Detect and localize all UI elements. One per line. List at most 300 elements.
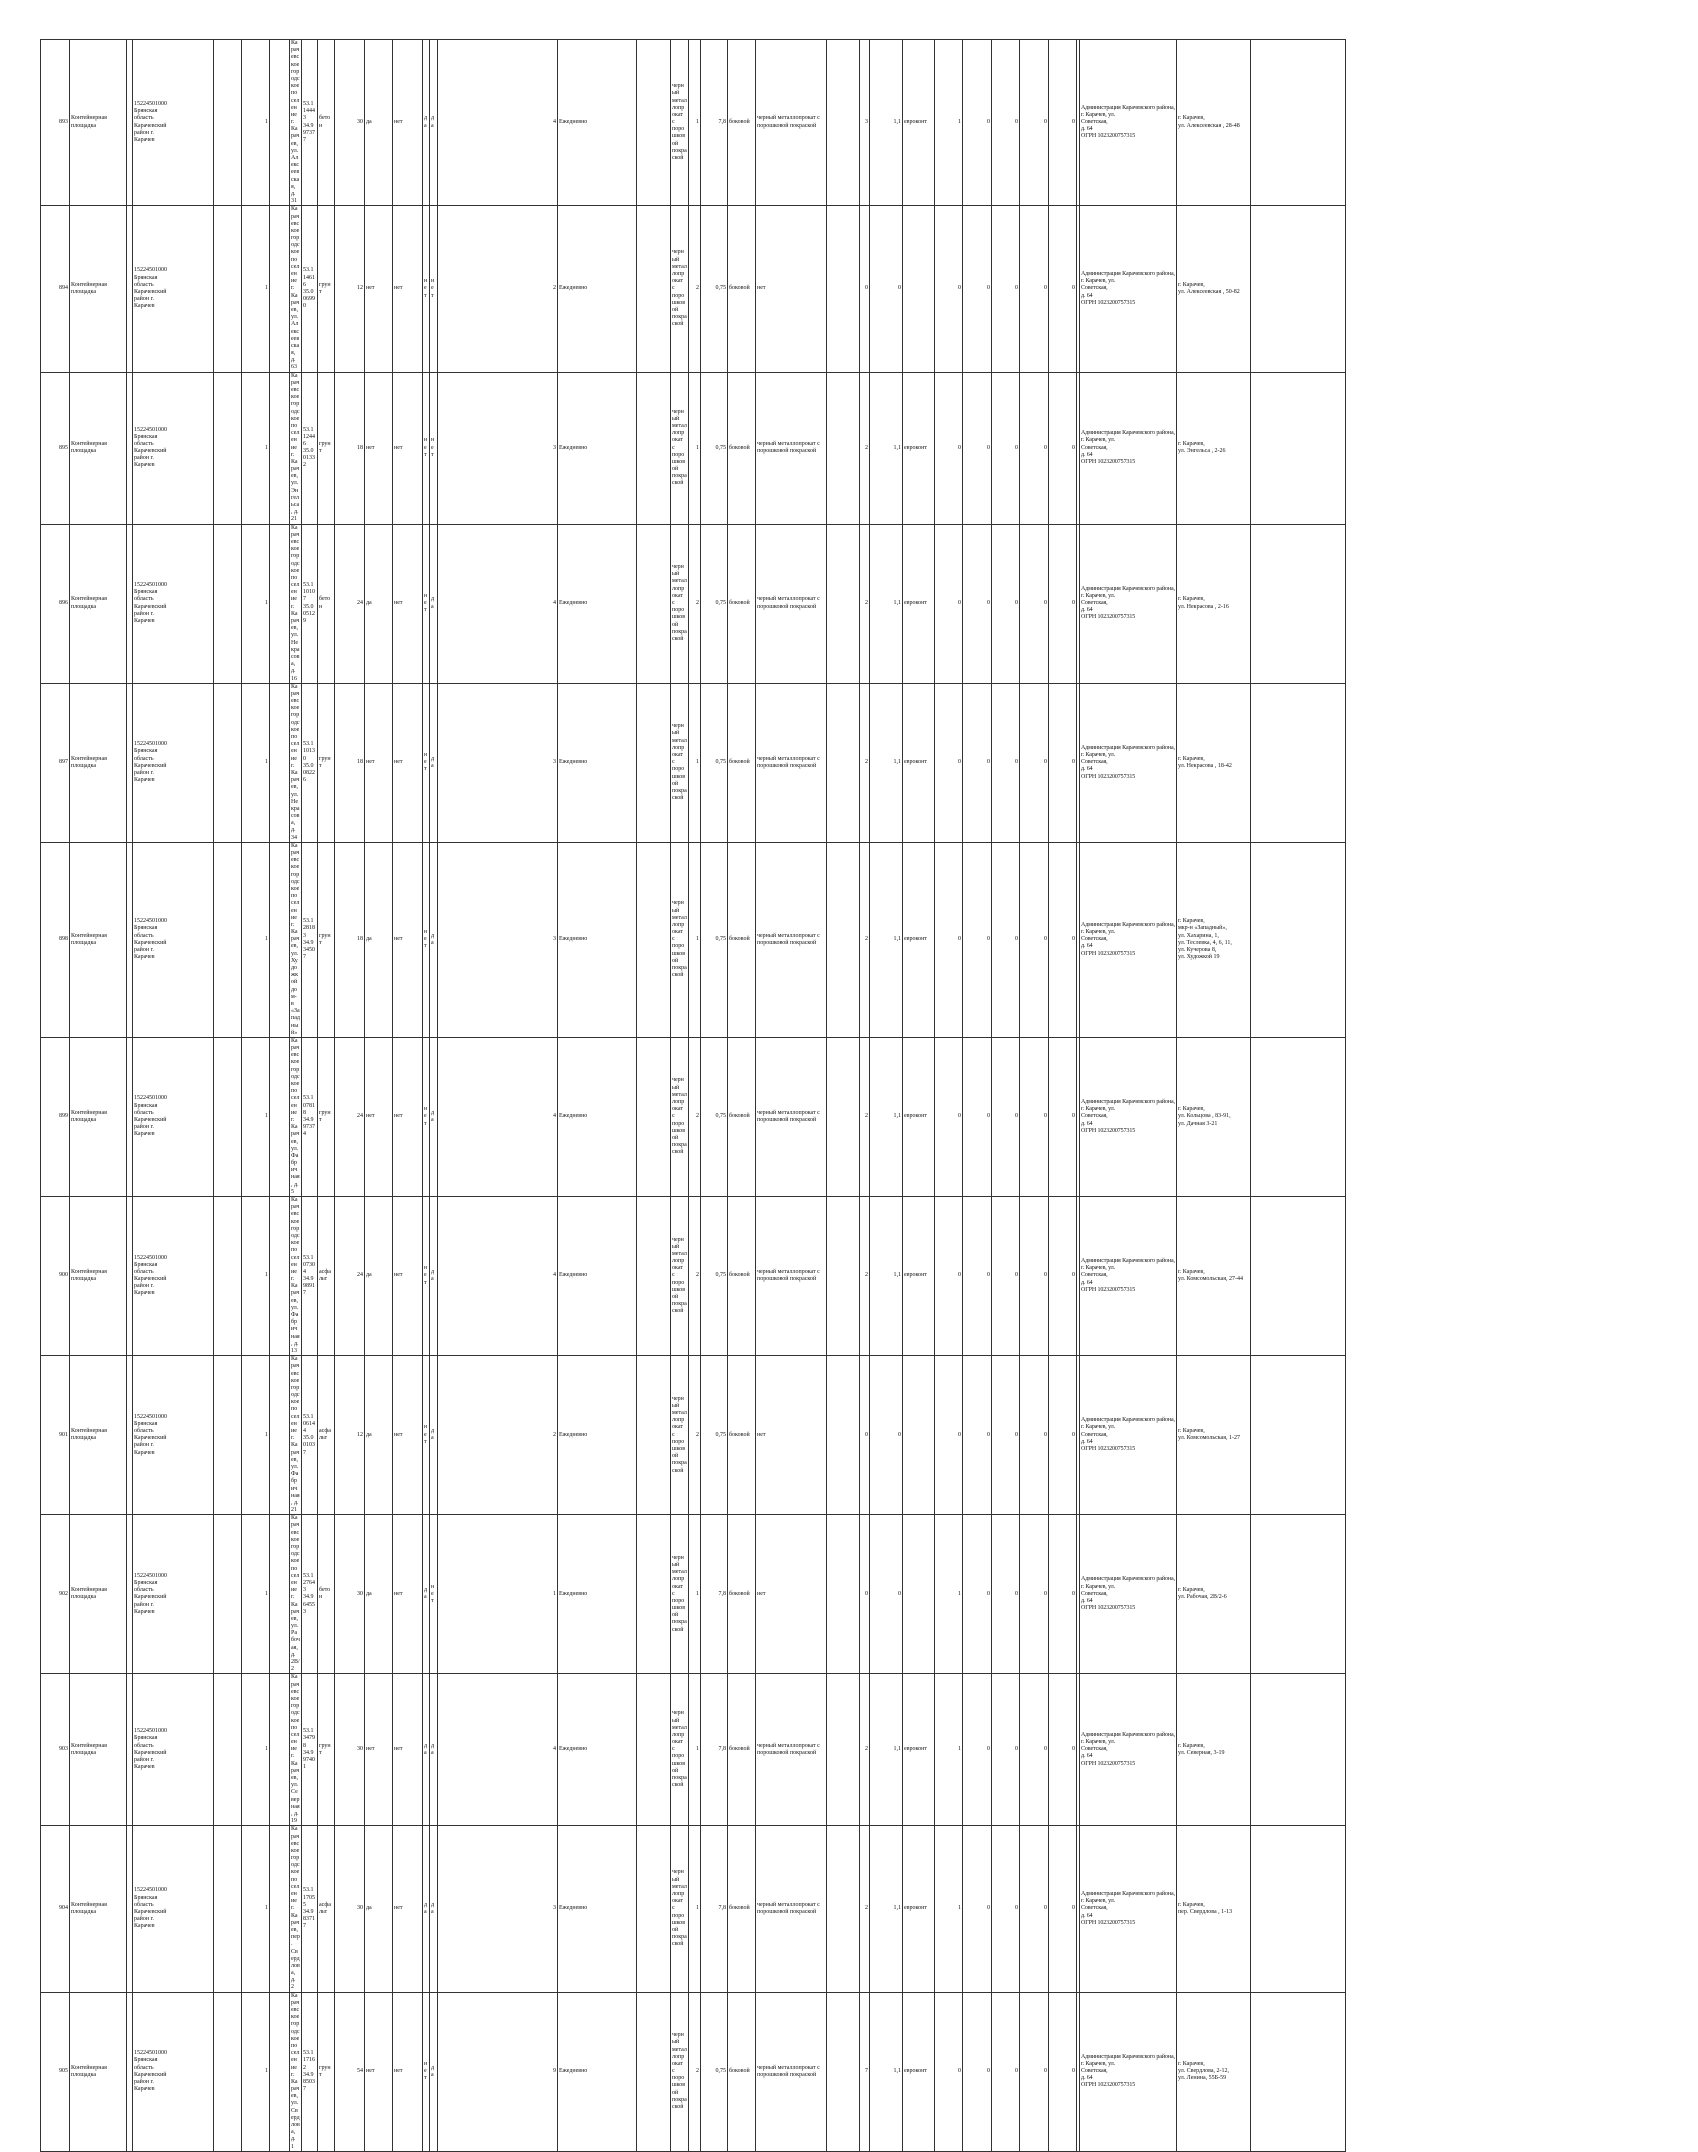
count-1: 0 [935,524,963,683]
table-row [41,1515,1346,1674]
bin-material-2: нет [756,206,827,372]
bin-total: 4 [438,1037,558,1196]
surface-type: асфальт [318,1197,335,1356]
empty-cell [270,206,290,372]
bin-quantity-2: 2 [860,1826,870,1992]
site-area: 18 [335,372,365,524]
load-type-1: боковой [728,1037,756,1196]
site-area: 30 [335,1515,365,1674]
empty-cell [1250,1826,1345,1992]
count-4: 0 [1020,1674,1049,1826]
site-area: 24 [335,1037,365,1196]
count-2: 0 [963,372,992,524]
flag-base: нет [423,1992,430,2151]
empty-cell [637,372,671,524]
oktmo-location: 15224501000 Брянская область Карачевский район г. Карачев [133,1356,214,1515]
table-row [41,206,1346,372]
bin-material-2: черный металлопрокат с порошковой покраской [756,1992,827,2151]
count-3: 0 [992,1356,1020,1515]
empty-cell [270,1826,290,1992]
bin-volume-2: 0 [870,206,903,372]
surface-type: грунт [318,1992,335,2151]
site-type: Контейнерная площадка [70,1197,127,1356]
served-addresses: г. Карачев, ул. Кольцова , 83-91, ул. Дачная 3-21 [1176,1037,1250,1196]
count-2: 0 [963,683,992,842]
flag-base: да [423,1515,430,1674]
flag-access: да [430,1197,438,1356]
empty-cell [827,1826,860,1992]
bin-volume-2: 0 [870,1356,903,1515]
flag-fence: да [365,1197,393,1356]
served-addresses: г. Карачев, ул. Алексеевская , 50-82 [1176,206,1250,372]
empty-cell [1250,683,1345,842]
bin-quantity-1: 2 [689,1197,701,1356]
owner-info: Администрация Карачевского района, г. Карачев, ул. Советская, д. 64 ОГРН 1023200757315 [1080,1197,1177,1356]
count-4: 0 [1020,1826,1049,1992]
gps-coordinates: 53.11444 3 34.99737 7 [302,40,318,206]
count-1: 0 [935,1992,963,2151]
bin-volume-1: 7,8 [701,1826,728,1992]
bin-quantity-1: 2 [689,1992,701,2151]
surface-type: асфальт [318,1826,335,1992]
flag-roof: нет [393,683,423,842]
empty-cell [827,206,860,372]
collection-schedule: Ежедневно [558,40,637,206]
empty-cell [214,1356,242,1515]
owner-info: Администрация Карачевского района, г. Карачев, ул. Советская, д. 64 ОГРН 1023200757315 [1080,1992,1177,2151]
bin-material: черный металлопрокат с порошковой покраской [671,1515,689,1674]
site-type: Контейнерная площадка [70,372,127,524]
bin-quantity-2: 2 [860,524,870,683]
surface-type: грунт [318,1037,335,1196]
bin-material-2: черный металлопрокат с порошковой покраской [756,524,827,683]
flag-base: нет [423,683,430,842]
bin-material-2: черный металлопрокат с порошковой покраской [756,1197,827,1356]
site-address: Карачевское городское поселение г. Карачев, ул. Энгельса, д. 21 [291,372,300,523]
empty-cell [827,842,860,1037]
flag-access: нет [430,206,438,372]
site-address: Карачевское городское поселение г. Карачев, ул. Фабричная, д. 21 [291,1356,300,1514]
oktmo-location: 15224501000 Брянская область Карачевский район г. Карачев [133,842,214,1037]
count-5: 0 [1049,372,1077,524]
empty-cell [637,1515,671,1674]
load-type-1: боковой [728,683,756,842]
empty-cell [270,1992,290,2151]
oktmo-location: 15224501000 Брянская область Карачевский район г. Карачев [133,372,214,524]
flag-roof: нет [393,1515,423,1674]
empty-cell [827,1674,860,1826]
empty-cell [214,1197,242,1356]
bin-volume-1: 0,75 [701,372,728,524]
collection-schedule: Ежедневно [558,1037,637,1196]
bin-material-2: черный металлопрокат с порошковой покраской [756,1037,827,1196]
surface-type: асфальт [318,1356,335,1515]
empty-cell [214,372,242,524]
gps-coordinates: 53.10614 4 35.00103 7 [302,1356,318,1515]
oktmo-location: 15224501000 Брянская область Карачевский район г. Карачев [133,1674,214,1826]
site-address: Карачевское городское поселение г. Карачев, ул. Фабричная, д. 5 [291,1037,300,1195]
site-type: Контейнерная площадка [70,524,127,683]
empty-cell [270,842,290,1037]
count-4: 0 [1020,1037,1049,1196]
table-row [41,1992,1346,2151]
flag-access: да [430,683,438,842]
site-area: 18 [335,842,365,1037]
count-5: 0 [1049,206,1077,372]
empty-cell [214,1992,242,2151]
bin-volume-2: 1,1 [870,1826,903,1992]
served-addresses: г. Карачев, ул. Алексеевская , 28-48 [1176,40,1250,206]
collection-schedule: Ежедневно [558,1826,637,1992]
flag-fence: нет [365,372,393,524]
owner-info: Администрация Карачевского района, г. Карачев, ул. Советская, д. 64 ОГРН 1023200757315 [1080,40,1177,206]
container-type [903,1356,935,1515]
collection-schedule: Ежедневно [558,1674,637,1826]
served-addresses: г. Карачев, ул. Комсомольская, 27-44 [1176,1197,1250,1356]
empty-cell [270,1037,290,1196]
bin-quantity-2: 2 [860,372,870,524]
site-type: Контейнерная площадка [70,1356,127,1515]
bin-quantity-1: 1 [689,372,701,524]
bin-volume-1: 7,8 [701,1674,728,1826]
bin-material: черный металлопрокат с порошковой покраской [671,372,689,524]
oktmo-location: 15224501000 Брянская область Карачевский район г. Карачев [133,40,214,206]
flag-fence: да [365,1356,393,1515]
container-type: евроконт [903,683,935,842]
count-4: 0 [1020,842,1049,1037]
site-area: 54 [335,1992,365,2151]
bin-quantity-1: 2 [689,206,701,372]
site-area: 24 [335,1197,365,1356]
flag-roof: нет [393,40,423,206]
served-addresses: г. Карачев, ул. Северная, 3-19 [1176,1674,1250,1826]
container-type: евроконт [903,40,935,206]
bin-volume-1: 0,75 [701,842,728,1037]
bin-volume-1: 0,75 [701,1356,728,1515]
site-area: 18 [335,683,365,842]
site-type: Контейнерная площадка [70,1826,127,1992]
empty-cell [214,1515,242,1674]
load-type-1: боковой [728,1674,756,1826]
owner-info: Администрация Карачевского района, г. Карачев, ул. Советская, д. 64 ОГРН 1023200757315 [1080,1356,1177,1515]
count-4: 0 [1020,1356,1049,1515]
bin-material-2: черный металлопрокат с порошковой покраской [756,842,827,1037]
count-2: 0 [963,206,992,372]
bin-total: 2 [438,206,558,372]
row-number: 895 [41,372,70,524]
bin-material: черный металлопрокат с порошковой покраской [671,206,689,372]
bin-total: 3 [438,1826,558,1992]
served-addresses: г. Карачев, ул. Рабочая, 2В/2-6 [1176,1515,1250,1674]
bin-volume-2: 1,1 [870,1197,903,1356]
empty-cell [827,1992,860,2151]
bin-quantity-2: 0 [860,1356,870,1515]
bin-quantity-1: 1 [689,683,701,842]
row-number: 900 [41,1197,70,1356]
gps-coordinates: 53.11010 7 35.00512 9 [302,524,318,683]
flag-base: нет [423,1037,430,1196]
bin-total: 3 [438,683,558,842]
flag-base: нет [423,524,430,683]
empty-cell [637,1826,671,1992]
load-type-1: боковой [728,372,756,524]
site-count: 1 [242,1356,270,1515]
count-2: 0 [963,1356,992,1515]
site-address: Карачевское городское поселение г. Карачев, ул. Свердлова, д. 1 [291,1992,300,2150]
count-1: 0 [935,372,963,524]
row-number: 901 [41,1356,70,1515]
collection-schedule: Ежедневно [558,842,637,1037]
bin-quantity-1: 1 [689,842,701,1037]
collection-schedule: Ежедневно [558,1356,637,1515]
container-type [903,1515,935,1674]
bin-quantity-2: 2 [860,842,870,1037]
gps-coordinates: 53.11461 6 35.00699 0 [302,206,318,372]
table-row [41,1037,1346,1196]
container-type: евроконт [903,524,935,683]
gps-coordinates: 53.11705 5 34.98371 7 [302,1826,318,1992]
count-5: 0 [1049,1674,1077,1826]
oktmo-location: 15224501000 Брянская область Карачевский район г. Карачев [133,1197,214,1356]
count-4: 0 [1020,206,1049,372]
empty-cell [827,683,860,842]
bin-material-2: черный металлопрокат с порошковой покраской [756,1826,827,1992]
empty-cell [214,206,242,372]
bin-material-2: черный металлопрокат с порошковой покраской [756,683,827,842]
count-2: 0 [963,1826,992,1992]
count-1: 1 [935,40,963,206]
owner-info: Администрация Карачевского района, г. Карачев, ул. Советская, д. 64 ОГРН 1023200757315 [1080,206,1177,372]
empty-cell [637,524,671,683]
container-type: евроконт [903,842,935,1037]
site-type: Контейнерная площадка [70,842,127,1037]
count-3: 0 [992,206,1020,372]
site-count: 1 [242,1992,270,2151]
gps-coordinates: 53.10781 8 34.99737 4 [302,1037,318,1196]
owner-info: Администрация Карачевского района, г. Карачев, ул. Советская, д. 64 ОГРН 1023200757315 [1080,524,1177,683]
load-type-1: боковой [728,524,756,683]
bin-quantity-1: 1 [689,1515,701,1674]
bin-volume-2: 0 [870,1515,903,1674]
flag-fence: да [365,842,393,1037]
bin-total: 3 [438,372,558,524]
empty-cell [827,1197,860,1356]
served-addresses: г. Карачев, ул. Некрасова , 18-42 [1176,683,1250,842]
count-3: 0 [992,1197,1020,1356]
table-row [41,372,1346,524]
count-4: 0 [1020,524,1049,683]
empty-cell [270,372,290,524]
surface-type: грунт [318,206,335,372]
empty-cell [270,683,290,842]
container-type: евроконт [903,1826,935,1992]
site-count: 1 [242,1826,270,1992]
collection-schedule: Ежедневно [558,206,637,372]
empty-cell [827,1037,860,1196]
empty-cell [214,524,242,683]
bin-total: 4 [438,1674,558,1826]
owner-info: Администрация Карачевского района, г. Карачев, ул. Советская, д. 64 ОГРН 1023200757315 [1080,1826,1177,1992]
site-area: 12 [335,206,365,372]
collection-schedule: Ежедневно [558,524,637,683]
row-number: 905 [41,1992,70,2151]
count-2: 0 [963,1037,992,1196]
surface-type: бетон [318,524,335,683]
site-area: 30 [335,40,365,206]
bin-volume-2: 1,1 [870,372,903,524]
bin-quantity-2: 3 [860,40,870,206]
flag-roof: нет [393,206,423,372]
flag-access: нет [430,1515,438,1674]
flag-roof: нет [393,372,423,524]
load-type-1: боковой [728,1197,756,1356]
empty-cell [270,524,290,683]
empty-cell [827,372,860,524]
container-type: евроконт [903,1992,935,2151]
site-area: 12 [335,1356,365,1515]
empty-cell [1250,1356,1345,1515]
oktmo-location: 15224501000 Брянская область Карачевский район г. Карачев [133,1992,214,2151]
bin-material: черный металлопрокат с порошковой покраской [671,1197,689,1356]
empty-cell [637,1992,671,2151]
empty-cell [1250,524,1345,683]
bin-total: 4 [438,40,558,206]
site-count: 1 [242,1674,270,1826]
table-row [41,1826,1346,1992]
count-1: 0 [935,683,963,842]
bin-total: 1 [438,1515,558,1674]
count-4: 0 [1020,1197,1049,1356]
flag-roof: нет [393,524,423,683]
flag-access: да [430,40,438,206]
site-count: 1 [242,842,270,1037]
count-1: 0 [935,1356,963,1515]
count-1: 1 [935,1826,963,1992]
bin-material: черный металлопрокат с порошковой покраской [671,1674,689,1826]
flag-base: нет [423,1356,430,1515]
empty-cell [214,683,242,842]
row-number: 899 [41,1037,70,1196]
container-type: евроконт [903,1197,935,1356]
container-type: евроконт [903,1037,935,1196]
bin-material: черный металлопрокат с порошковой покраской [671,1356,689,1515]
bin-quantity-1: 2 [689,524,701,683]
bin-quantity-2: 0 [860,206,870,372]
site-count: 1 [242,1037,270,1196]
collection-schedule: Ежедневно [558,1515,637,1674]
bin-volume-1: 0,75 [701,683,728,842]
bin-quantity-1: 2 [689,1356,701,1515]
flag-base: нет [423,206,430,372]
site-type: Контейнерная площадка [70,40,127,206]
count-4: 0 [1020,372,1049,524]
surface-type: бетон [318,1515,335,1674]
flag-access: да [430,1826,438,1992]
surface-type: грунт [318,683,335,842]
collection-schedule: Ежедневно [558,1992,637,2151]
count-3: 0 [992,40,1020,206]
site-address: Карачевское городское поселение г. Карачев, ул. Некрасова, д. 34 [291,683,300,841]
count-5: 0 [1049,1197,1077,1356]
table-row [41,1197,1346,1356]
bin-volume-2: 1,1 [870,1037,903,1196]
flag-base: нет [423,372,430,524]
empty-cell [214,40,242,206]
bin-material-2: черный металлопрокат с порошковой покраской [756,1674,827,1826]
count-1: 1 [935,1674,963,1826]
empty-cell [270,1674,290,1826]
count-5: 0 [1049,1356,1077,1515]
bin-material-2: нет [756,1515,827,1674]
oktmo-location: 15224501000 Брянская область Карачевский район г. Карачев [133,1515,214,1674]
count-5: 0 [1049,40,1077,206]
bin-quantity-2: 2 [860,1674,870,1826]
empty-cell [270,40,290,206]
bin-volume-2: 1,1 [870,1992,903,2151]
empty-cell [1250,206,1345,372]
oktmo-location: 15224501000 Брянская область Карачевский район г. Карачев [133,683,214,842]
flag-base: да [423,40,430,206]
container-type: евроконт [903,372,935,524]
surface-type: грунт [318,372,335,524]
empty-cell [1250,1674,1345,1826]
empty-cell [270,1197,290,1356]
gps-coordinates: 53.11244 6 35.00133 2 [302,372,318,524]
flag-access: да [430,842,438,1037]
count-5: 0 [1049,1992,1077,2151]
oktmo-location: 15224501000 Брянская область Карачевский район г. Карачев [133,524,214,683]
empty-cell [637,40,671,206]
empty-cell [1250,40,1345,206]
count-1: 0 [935,1037,963,1196]
flag-access: нет [430,372,438,524]
empty-cell [214,1826,242,1992]
count-4: 0 [1020,683,1049,842]
flag-access: да [430,1674,438,1826]
count-3: 0 [992,1992,1020,2151]
oktmo-location: 15224501000 Брянская область Карачевский район г. Карачев [133,206,214,372]
bin-total: 4 [438,1197,558,1356]
load-type-1: боковой [728,842,756,1037]
bin-volume-1: 7,8 [701,40,728,206]
site-address: Карачевское городское поселение г. Карачев, ул. Некрасова, д. 16 [291,524,300,682]
load-type-1: боковой [728,40,756,206]
count-2: 0 [963,524,992,683]
empty-cell [1250,1992,1345,2151]
site-count: 1 [242,524,270,683]
count-1: 0 [935,1197,963,1356]
flag-access: да [430,524,438,683]
count-3: 0 [992,842,1020,1037]
bin-quantity-2: 2 [860,1197,870,1356]
owner-info: Администрация Карачевского района, г. Карачев, ул. Советская, д. 64 ОГРН 1023200757315 [1080,1674,1177,1826]
oktmo-location: 15224501000 Брянская область Карачевский район г. Карачев [133,1037,214,1196]
gps-coordinates: 53.11716 2 34.98503 7 [302,1992,318,2151]
count-3: 0 [992,372,1020,524]
served-addresses: г. Карачев, ул. Некрасова , 2-16 [1176,524,1250,683]
collection-schedule: Ежедневно [558,1197,637,1356]
table-body [41,40,1346,2152]
bin-volume-2: 1,1 [870,40,903,206]
table-row [41,842,1346,1037]
site-count: 1 [242,40,270,206]
bin-quantity-2: 2 [860,683,870,842]
load-type-1: боковой [728,1826,756,1992]
bin-quantity-2: 7 [860,1992,870,2151]
bin-material: черный металлопрокат с порошковой покраской [671,842,689,1037]
site-type: Контейнерная площадка [70,206,127,372]
empty-cell [270,1356,290,1515]
